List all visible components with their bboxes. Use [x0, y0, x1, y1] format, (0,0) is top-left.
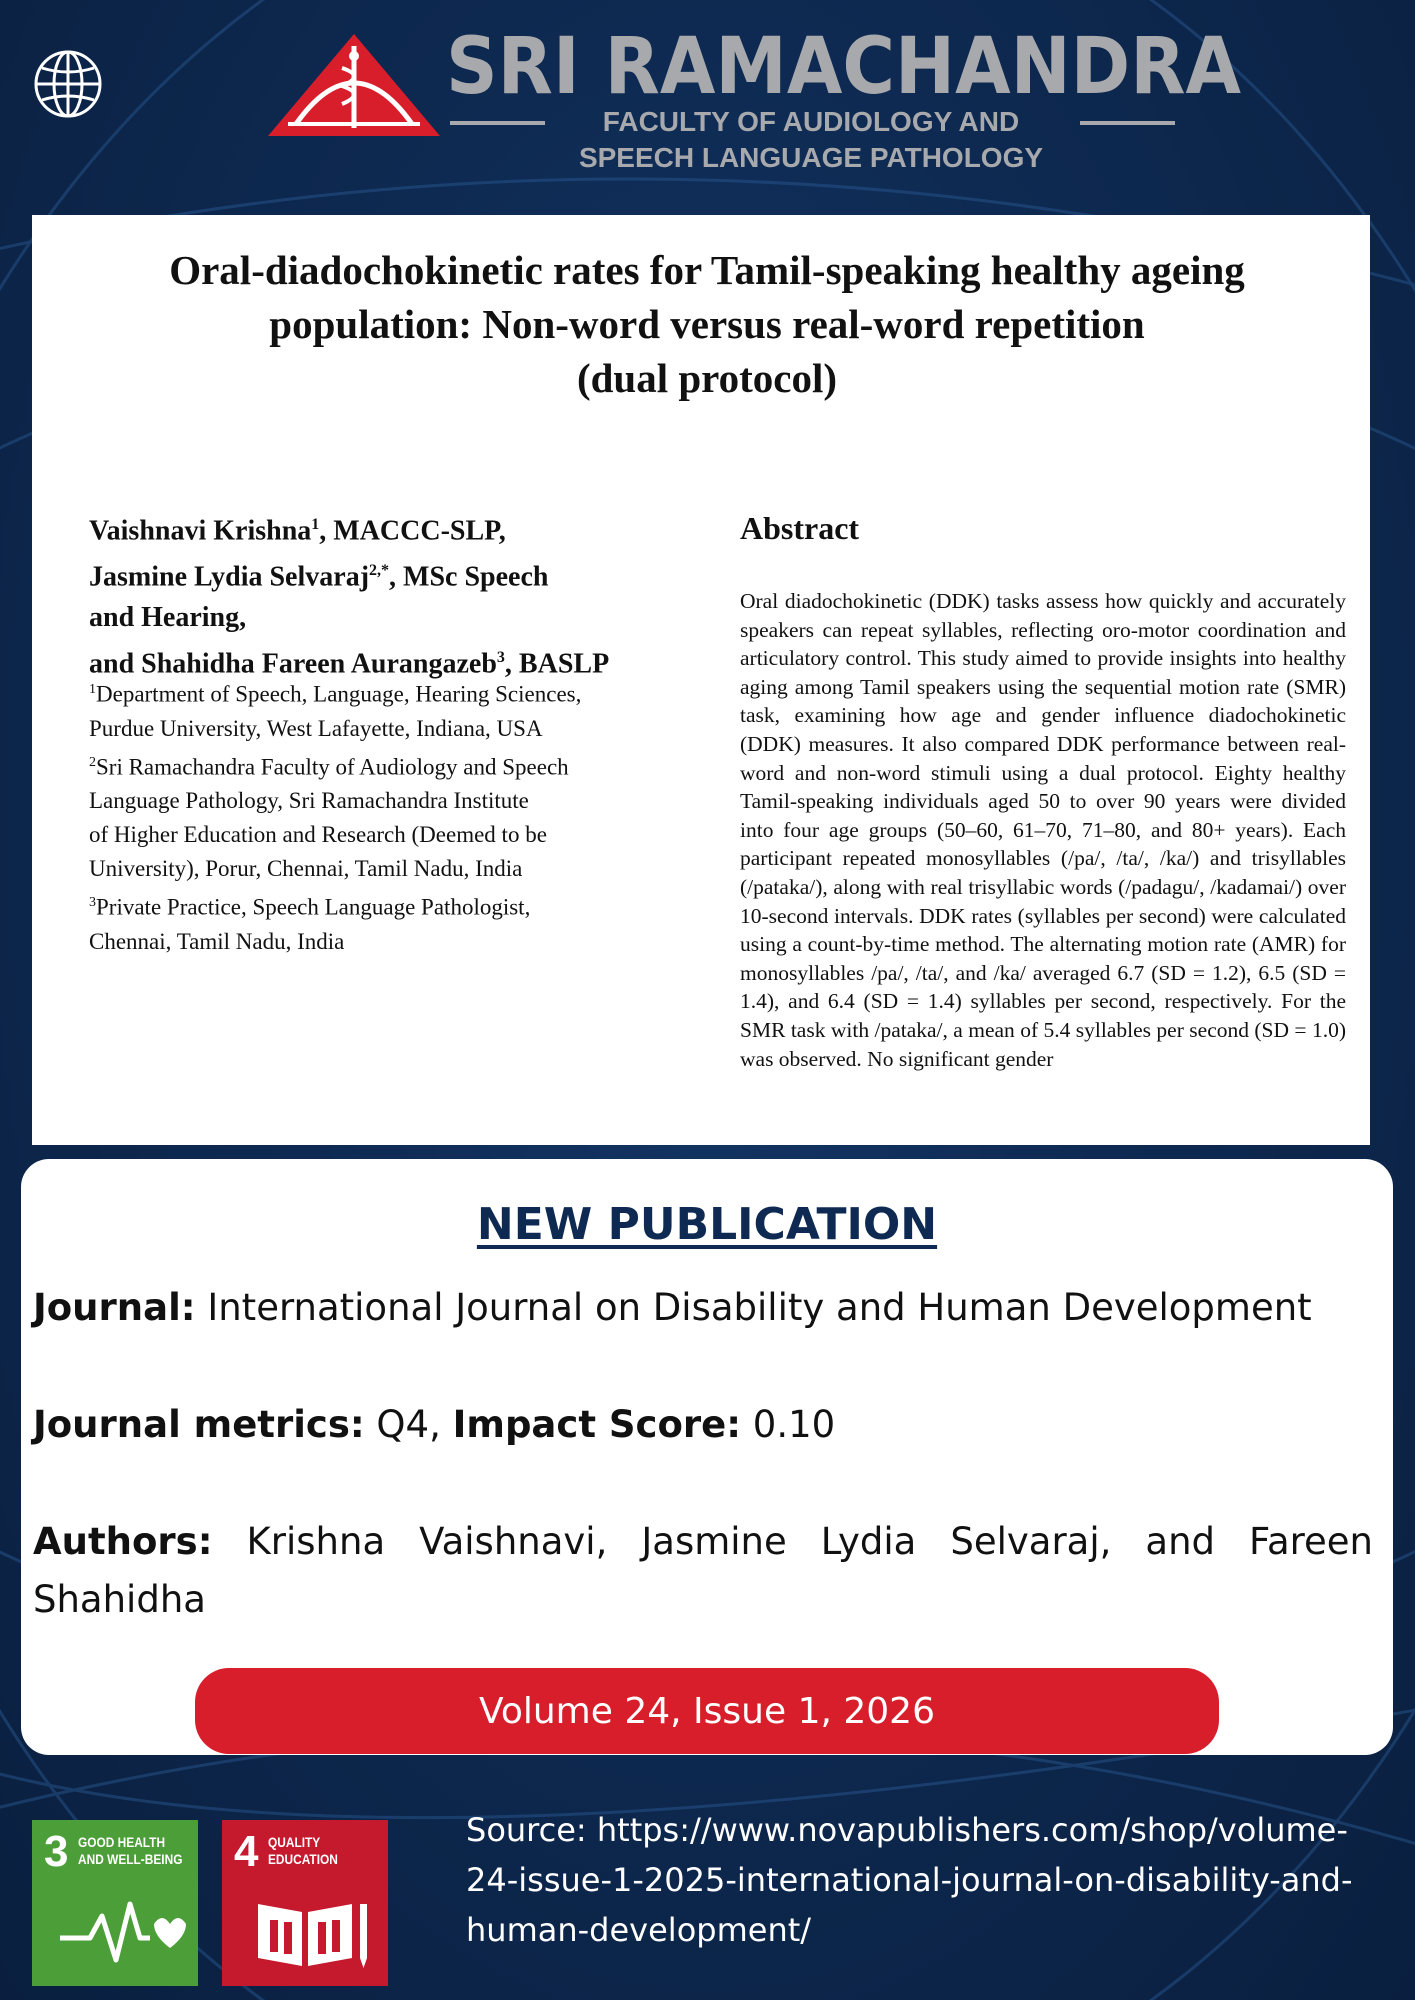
authors-label: Authors:	[33, 1520, 213, 1563]
source-url-line1[interactable]: https://www.novapublishers.com/shop/volume-	[596, 1811, 1348, 1849]
institution-logo	[266, 32, 442, 138]
journal-value: International Journal on Disability and Human Development	[195, 1286, 1312, 1329]
paper-preview	[32, 215, 1370, 1145]
sdg-3-badge: 3 GOOD HEALTH AND WELL-BEING	[32, 1820, 198, 1986]
source-url-line2[interactable]: 24-issue-1-2025-international-journal-on-disability-and-	[466, 1861, 1353, 1899]
source-text	[466, 1805, 1386, 1955]
abstract-text: Oral diadochokinetic (DDK) tasks assess how quickly and accurately speakers can repeat syllables, reflecting oro-motor coordination and articulatory control. This study aimed to provide insights into healthy aging among Tamil speakers using the sequential motion rate (SMR) task, examining how age and gender influence diadochokinetic (DDK) measures. It also compared DDK performance between real-word and non-word stimuli using a dual protocol. Eighty healthy Tamil-speaking individuals aged 50 to over 90 years were divided into four age groups (50–60, 61–70, 71–80, and 80+ years). Each participant repeated monosyllables (/pa/, /ta/, /ka/) and trisyllables (/pataka/), along with real trisyllabic words (/padagu/, /kadamai/) over 10-second intervals. DDK rates (syllables per second) were calculated using a count-by-time method. The alternating motion rate (AMR) for monosyllables /pa/, /ta/, and /ka/ averaged 6.7 (SD = 1.2), 6.5 (SD = 1.4), and 6.4 (SD = 1.4) syllables per second, respectively. For the SMR task with /pataka/, a mean of 5.4 syllables per second (SD = 1.0) was observed. No significant gender	[740, 589, 1346, 1071]
metrics-row	[33, 1396, 1373, 1454]
paper-authors: Vaishnavi Krishna$^1$, MACCC-SLP, Jasmine Lydia Selvaraj$^{2,*}$, MSc Speech and Hearing, and Shahidha Fareen Aurangazeb$^3$, BASLP	[89, 515, 610, 679]
book-pencil-icon	[222, 1820, 388, 1986]
volume-issue-button[interactable]: Volume 24, Issue 1, 2026	[195, 1668, 1219, 1754]
metrics-label: Journal metrics:	[33, 1403, 365, 1446]
heartbeat-icon	[32, 1820, 198, 1986]
sdg-4-badge: 4 QUALITY EDUCATION	[222, 1820, 388, 1986]
impact-value: 0.10	[741, 1403, 836, 1446]
paper-affiliations: $^1$Department of Speech, Language, Hearing Sciences, Purdue University, West Lafayette, Indiana, USA $^2$Sri Ramachandra Faculty of Audiology and Speech Language Pathology, Sri Ramachandra Institute of Higher Education and Research (Deemed to be University), Porur, Chennai, Tamil Nadu, India $^3$Private Practice, Speech Language Pathologist, Chennai, Tamil Nadu, India	[89, 681, 582, 954]
metrics-value: Q4,	[364, 1403, 453, 1446]
card-heading: NEW PUBLICATION	[476, 1199, 938, 1250]
brand-subtitle-line2: SPEECH LANGUAGE PATHOLOGY	[578, 142, 1044, 173]
impact-label: Impact Score:	[452, 1403, 742, 1446]
source-label: Source:	[466, 1811, 597, 1849]
globe-icon	[32, 48, 104, 120]
journal-label: Journal:	[33, 1286, 196, 1329]
brand-name: SRI RAMACHANDRA	[446, 22, 1242, 112]
abstract-heading: Abstract	[740, 510, 860, 546]
authors-row	[33, 1513, 1373, 1629]
authors-value: Krishna Vaishnavi, Jasmine Lydia Selvaraj, and Fareen Shahidha	[33, 1520, 1373, 1621]
journal-row	[33, 1279, 1373, 1337]
source-url-line3[interactable]: human-development/	[466, 1911, 812, 1949]
paper-title: Oral-diadochokinetic rates for Tamil-speaking healthy ageing population: Non-word versus real-word repetition (dual protocol)	[169, 247, 1245, 401]
brand-subtitle-line1: FACULTY OF AUDIOLOGY AND	[602, 106, 1020, 137]
publication-card	[21, 1159, 1393, 1755]
